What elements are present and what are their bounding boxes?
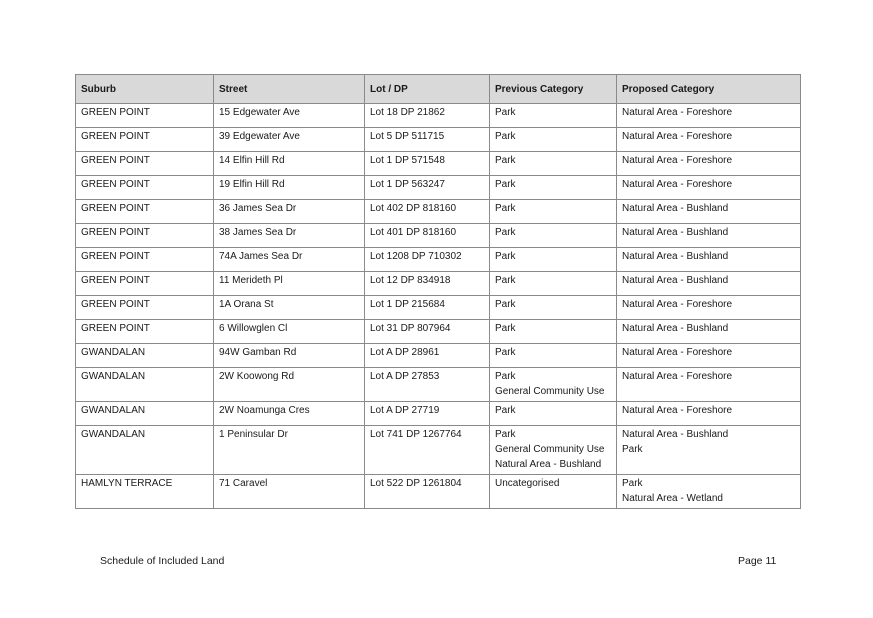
cell-previous-category bbox=[490, 176, 617, 200]
header-proposed-category: Proposed Category bbox=[617, 75, 801, 104]
category-line: Park bbox=[495, 275, 516, 286]
cell-street: 2W Koowong Rd bbox=[214, 368, 365, 402]
cell-lot-dp: Lot 741 DP 1267764 bbox=[365, 426, 490, 475]
category-line: Natural Area - Foreshore bbox=[622, 179, 733, 190]
category-line: Natural Area - Bushland bbox=[622, 251, 729, 262]
cell-street: 14 Elfin Hill Rd bbox=[214, 152, 365, 176]
cell-lot-dp: Lot 31 DP 807964 bbox=[365, 320, 490, 344]
cell-previous-category bbox=[490, 475, 617, 509]
cell-suburb: GREEN POINT bbox=[76, 272, 214, 296]
header-suburb: Suburb bbox=[76, 75, 214, 104]
cell-previous-category bbox=[490, 248, 617, 272]
cell-previous-category bbox=[490, 320, 617, 344]
cell-lot-dp: Lot A DP 27719 bbox=[365, 402, 490, 426]
cell-previous-category bbox=[490, 200, 617, 224]
cell-lot-dp: Lot 12 DP 834918 bbox=[365, 272, 490, 296]
cell-suburb: GREEN POINT bbox=[76, 320, 214, 344]
cell-proposed-category bbox=[617, 426, 801, 475]
cell-street: 71 Caravel bbox=[214, 475, 365, 509]
category-line: Park bbox=[495, 371, 516, 382]
cell-suburb: GREEN POINT bbox=[76, 296, 214, 320]
category-line: Natural Area - Foreshore bbox=[622, 131, 733, 142]
cell-lot-dp: Lot 1208 DP 710302 bbox=[365, 248, 490, 272]
category-line: Natural Area - Bushland bbox=[622, 323, 729, 334]
cell-proposed-category bbox=[617, 344, 801, 368]
cell-street: 39 Edgewater Ave bbox=[214, 128, 365, 152]
table-row bbox=[76, 475, 801, 509]
cell-proposed-category bbox=[617, 296, 801, 320]
cell-street: 36 James Sea Dr bbox=[214, 200, 365, 224]
cell-proposed-category bbox=[617, 402, 801, 426]
table-row bbox=[76, 152, 801, 176]
cell-proposed-category bbox=[617, 368, 801, 402]
category-line: Park bbox=[495, 299, 516, 310]
category-line: Natural Area - Foreshore bbox=[622, 299, 733, 310]
cell-proposed-category bbox=[617, 152, 801, 176]
category-line: Natural Area - Foreshore bbox=[622, 371, 733, 382]
cell-previous-category bbox=[490, 426, 617, 475]
category-line: Natural Area - Foreshore bbox=[622, 347, 733, 358]
cell-lot-dp: Lot 18 DP 21862 bbox=[365, 104, 490, 128]
cell-suburb: GWANDALAN bbox=[76, 402, 214, 426]
cell-street: 1 Peninsular Dr bbox=[214, 426, 365, 475]
cell-street: 19 Elfin Hill Rd bbox=[214, 176, 365, 200]
cell-previous-category bbox=[490, 128, 617, 152]
cell-lot-dp: Lot 401 DP 818160 bbox=[365, 224, 490, 248]
category-line: General Community Use bbox=[495, 386, 605, 397]
category-line: Park bbox=[495, 227, 516, 238]
cell-street: 2W Noamunga Cres bbox=[214, 402, 365, 426]
cell-street: 1A Orana St bbox=[214, 296, 365, 320]
table-row bbox=[76, 272, 801, 296]
cell-suburb: GREEN POINT bbox=[76, 248, 214, 272]
category-line: Natural Area - Foreshore bbox=[622, 107, 733, 118]
cell-lot-dp: Lot A DP 27853 bbox=[365, 368, 490, 402]
category-line: Natural Area - Bushland bbox=[622, 275, 729, 286]
cell-suburb: GREEN POINT bbox=[76, 152, 214, 176]
cell-proposed-category bbox=[617, 320, 801, 344]
cell-previous-category bbox=[490, 296, 617, 320]
header-lot-dp: Lot / DP bbox=[365, 75, 490, 104]
cell-lot-dp: Lot A DP 28961 bbox=[365, 344, 490, 368]
category-line: Park bbox=[495, 429, 516, 440]
table-row bbox=[76, 368, 801, 402]
category-line: Natural Area - Bushland bbox=[622, 203, 729, 214]
category-line: Natural Area - Bushland bbox=[622, 429, 729, 440]
table-row bbox=[76, 176, 801, 200]
cell-street: 94W Gamban Rd bbox=[214, 344, 365, 368]
table-header-row bbox=[76, 75, 801, 104]
category-line: Park bbox=[495, 405, 516, 416]
cell-street: 11 Merideth Pl bbox=[214, 272, 365, 296]
cell-proposed-category bbox=[617, 200, 801, 224]
cell-lot-dp: Lot 1 DP 571548 bbox=[365, 152, 490, 176]
category-line: Natural Area - Bushland bbox=[622, 227, 729, 238]
category-line: Park bbox=[495, 131, 516, 142]
cell-proposed-category bbox=[617, 475, 801, 509]
table-row bbox=[76, 128, 801, 152]
cell-proposed-category bbox=[617, 128, 801, 152]
cell-proposed-category bbox=[617, 248, 801, 272]
category-line: Park bbox=[495, 323, 516, 334]
cell-street: 74A James Sea Dr bbox=[214, 248, 365, 272]
cell-proposed-category bbox=[617, 104, 801, 128]
category-line: Natural Area - Foreshore bbox=[622, 405, 733, 416]
footer-document-title: Schedule of Included Land bbox=[100, 555, 225, 567]
cell-previous-category bbox=[490, 368, 617, 402]
cell-suburb: GWANDALAN bbox=[76, 368, 214, 402]
table-row bbox=[76, 344, 801, 368]
table-row bbox=[76, 320, 801, 344]
cell-lot-dp: Lot 402 DP 818160 bbox=[365, 200, 490, 224]
footer-page-number: Page 11 bbox=[738, 555, 777, 567]
cell-street: 15 Edgewater Ave bbox=[214, 104, 365, 128]
cell-proposed-category bbox=[617, 224, 801, 248]
table-row bbox=[76, 296, 801, 320]
category-line: Natural Area - Bushland bbox=[495, 459, 602, 470]
cell-street: 6 Willowglen Cl bbox=[214, 320, 365, 344]
cell-suburb: GREEN POINT bbox=[76, 176, 214, 200]
table-row bbox=[76, 224, 801, 248]
cell-previous-category bbox=[490, 402, 617, 426]
header-street: Street bbox=[214, 75, 365, 104]
cell-suburb: GWANDALAN bbox=[76, 344, 214, 368]
cell-suburb: GREEN POINT bbox=[76, 224, 214, 248]
cell-previous-category bbox=[490, 224, 617, 248]
header-previous-category: Previous Category bbox=[490, 75, 617, 104]
cell-lot-dp: Lot 1 DP 563247 bbox=[365, 176, 490, 200]
cell-suburb: GREEN POINT bbox=[76, 200, 214, 224]
category-line: Park bbox=[495, 179, 516, 190]
cell-lot-dp: Lot 1 DP 215684 bbox=[365, 296, 490, 320]
cell-previous-category bbox=[490, 152, 617, 176]
table-row bbox=[76, 402, 801, 426]
category-line: Park bbox=[495, 251, 516, 262]
category-line: Park bbox=[495, 107, 516, 118]
included-land-table bbox=[75, 74, 801, 509]
category-line: Park bbox=[622, 444, 643, 455]
table-row bbox=[76, 200, 801, 224]
table-row bbox=[76, 426, 801, 475]
table-row bbox=[76, 248, 801, 272]
cell-proposed-category bbox=[617, 272, 801, 296]
cell-street: 38 James Sea Dr bbox=[214, 224, 365, 248]
table-row bbox=[76, 104, 801, 128]
cell-previous-category bbox=[490, 104, 617, 128]
category-line: Park bbox=[495, 203, 516, 214]
cell-suburb: GREEN POINT bbox=[76, 104, 214, 128]
category-line: Park bbox=[495, 347, 516, 358]
cell-previous-category bbox=[490, 272, 617, 296]
cell-suburb: GWANDALAN bbox=[76, 426, 214, 475]
cell-proposed-category bbox=[617, 176, 801, 200]
cell-suburb: GREEN POINT bbox=[76, 128, 214, 152]
table-body bbox=[76, 104, 801, 509]
category-line: Park bbox=[495, 155, 516, 166]
cell-previous-category bbox=[490, 344, 617, 368]
cell-lot-dp: Lot 522 DP 1261804 bbox=[365, 475, 490, 509]
category-line: Natural Area - Foreshore bbox=[622, 155, 733, 166]
cell-lot-dp: Lot 5 DP 511715 bbox=[365, 128, 490, 152]
category-line: General Community Use bbox=[495, 444, 605, 455]
cell-suburb: HAMLYN TERRACE bbox=[76, 475, 214, 509]
category-line: Uncategorised bbox=[495, 478, 560, 489]
category-line: Park bbox=[622, 478, 643, 489]
category-line: Natural Area - Wetland bbox=[622, 493, 723, 504]
